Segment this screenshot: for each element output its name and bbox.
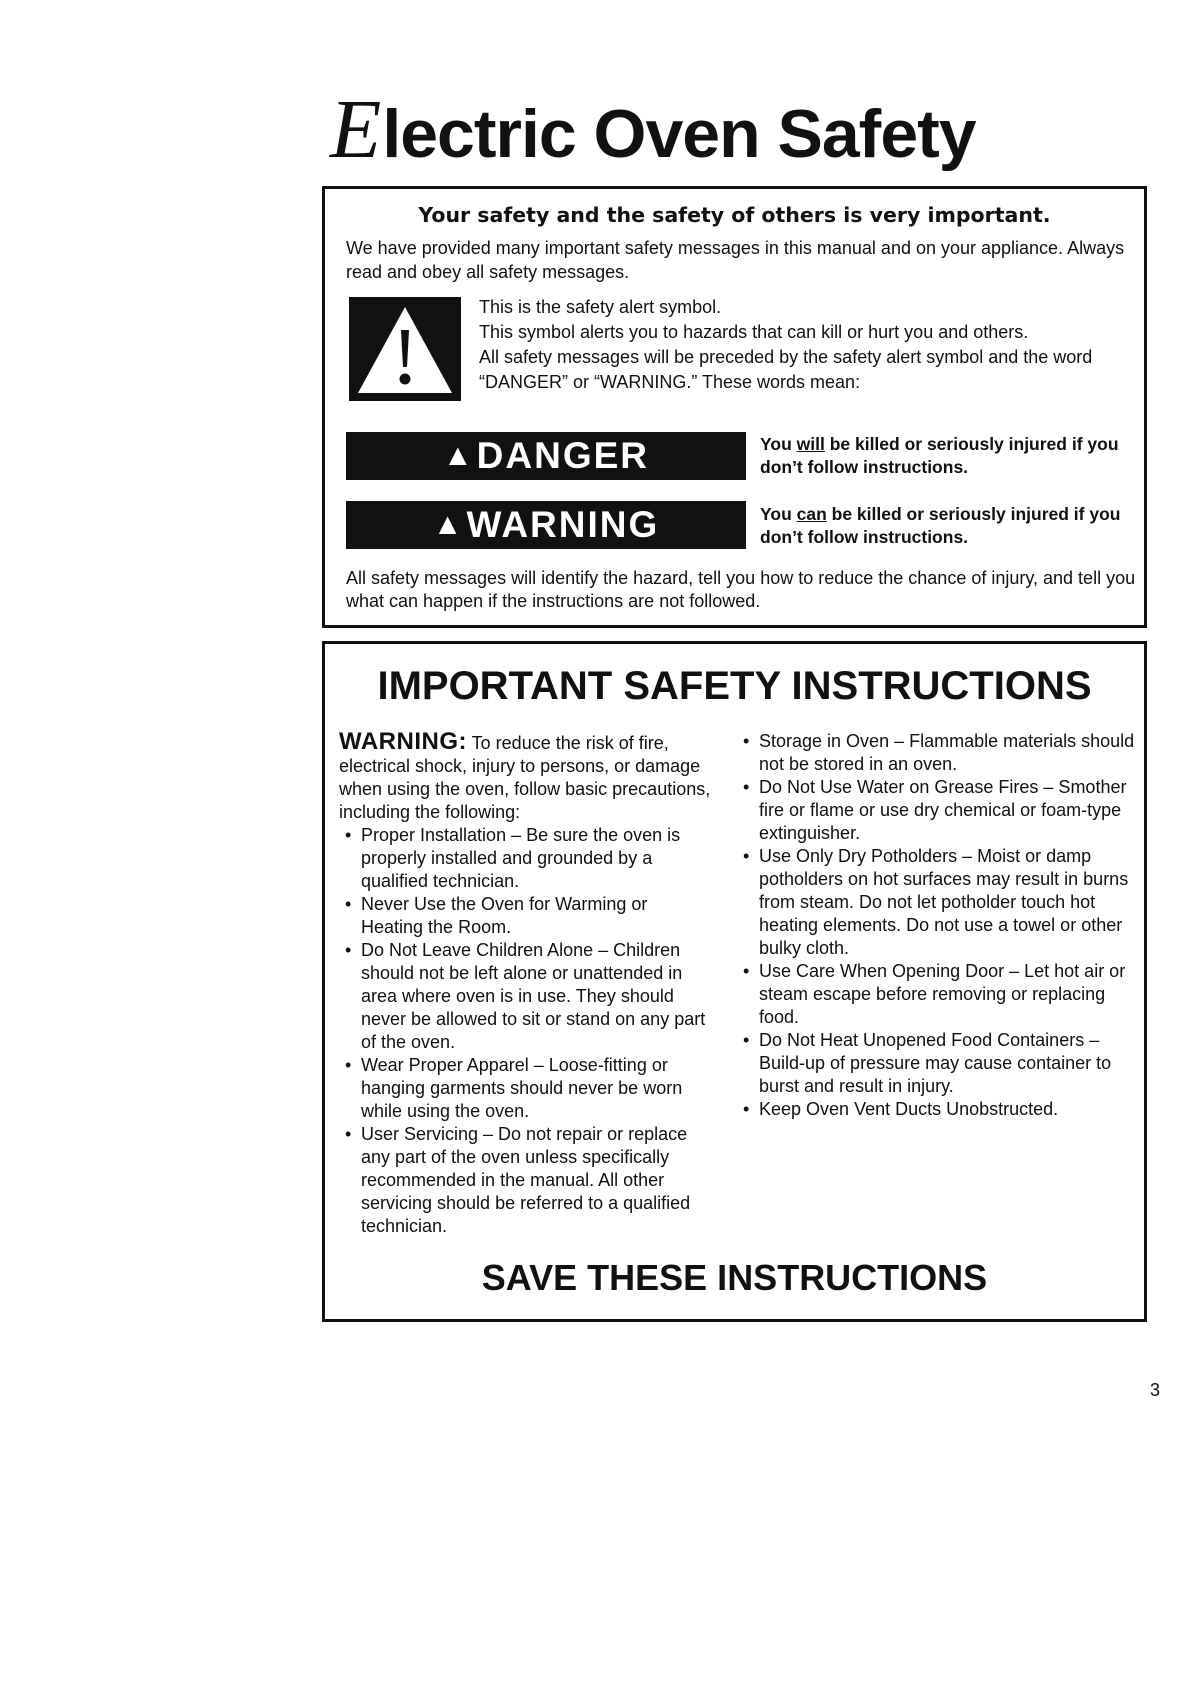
safety-outro: All safety messages will identify the hazard, tell you how to reduce the chance of injury, and tell you what can happen if the instructions are not followed. <box>346 568 1136 611</box>
list-item <box>743 960 1138 1029</box>
right-bullet-list <box>743 730 1138 1121</box>
danger-signal-word <box>346 432 746 480</box>
list-item <box>345 824 711 893</box>
bullet-icon: • <box>345 1124 352 1144</box>
safety-heading: Your safety and the safety of others is very important. <box>418 203 1051 227</box>
list-item <box>345 893 711 939</box>
warning-label: WARNING <box>466 504 660 545</box>
safety-intro: We have provided many important safety messages in this manual and on your appliance. Always read and obey all safety messages. <box>346 238 1125 282</box>
bullet-icon: • <box>345 825 352 845</box>
title-text: lectric Oven Safety <box>382 96 976 172</box>
bullet-icon: • <box>345 894 352 914</box>
warning-signal-word <box>346 501 746 549</box>
warning-text-emphasis: can <box>796 504 827 524</box>
list-item <box>345 1054 711 1123</box>
title-initial: E <box>330 83 381 176</box>
bullet-icon: • <box>743 1030 750 1050</box>
list-item <box>345 1123 711 1238</box>
list-item-text: Storage in Oven – Flammable materials should not be stored in an oven. <box>759 731 1135 774</box>
warning-triangle-icon: ▲ <box>442 439 475 472</box>
instructions-left-column <box>339 730 711 1238</box>
bullet-icon: • <box>743 846 750 866</box>
list-item <box>743 1098 1138 1121</box>
list-item <box>345 939 711 1054</box>
safety-alert-icon <box>349 297 461 401</box>
instructions-footer: SAVE THESE INSTRUCTIONS <box>481 1257 988 1298</box>
warning-text-suffix: be killed or seriously injured if you don’t follow instructions. <box>760 504 1121 547</box>
alert-line: This is the safety alert symbol. <box>479 297 722 317</box>
warning-text-prefix: You <box>760 504 797 524</box>
bullet-icon: • <box>743 731 750 751</box>
warning-paragraph <box>339 730 711 824</box>
bullet-icon: • <box>345 940 352 960</box>
danger-meaning <box>760 433 1140 479</box>
list-item-text: Keep Oven Vent Ducts Unobstructed. <box>759 1099 1059 1119</box>
warning-text: To reduce the risk of fire, electrical shock, injury to persons, or damage when using the oven, follow basic precautions, including the following: <box>339 733 711 822</box>
danger-label: DANGER <box>476 435 650 476</box>
warning-lead: WARNING: <box>339 728 467 755</box>
bullet-icon: • <box>743 1099 750 1119</box>
list-item-text: Do Not Use Water on Grease Fires – Smother fire or flame or use dry chemical or foam-type extinguisher. <box>759 777 1127 843</box>
alert-line: This symbol alerts you to hazards that can kill or hurt you and others. <box>479 322 1029 342</box>
bullet-icon: • <box>345 1055 352 1075</box>
warning-triangle-icon: ▲ <box>432 508 465 541</box>
instructions-heading: IMPORTANT SAFETY INSTRUCTIONS <box>377 664 1092 708</box>
list-item <box>743 776 1138 845</box>
danger-text-prefix: You <box>760 434 797 454</box>
list-item-text: Do Not Leave Children Alone – Children should not be left alone or unattended in area where oven is in use. They should never be allowed to sit or stand on any part of the oven. <box>361 940 706 1052</box>
list-item-text: Wear Proper Apparel – Loose-fitting or hanging garments should never be worn while using the oven. <box>361 1055 683 1121</box>
instructions-right-column <box>743 730 1138 1121</box>
list-item-text: Do Not Heat Unopened Food Containers – Build-up of pressure may cause container to burst and result in injury. <box>759 1030 1112 1096</box>
bullet-icon: • <box>743 961 750 981</box>
left-bullet-list <box>345 824 711 1238</box>
list-item-text: User Servicing – Do not repair or replace any part of the oven unless specifically recommended in the manual. All other servicing should be referred to a qualified technician. <box>361 1124 691 1236</box>
bullet-icon: • <box>743 777 750 797</box>
page-title <box>330 83 976 176</box>
list-item-text: Use Care When Opening Door – Let hot air or steam escape before removing or replacing food. <box>759 961 1126 1027</box>
alert-symbol-description <box>479 295 1139 395</box>
list-item <box>743 730 1138 776</box>
list-item-text: Use Only Dry Potholders – Moist or damp potholders on hot surfaces may result in burns from steam. Do not let potholder touch hot heating elements. Do not use a towel or other bulky cloth. <box>759 846 1129 958</box>
list-item-text: Proper Installation – Be sure the oven is properly installed and grounded by a qualified technician. <box>361 825 681 891</box>
list-item-text: Never Use the Oven for Warming or Heating the Room. <box>361 894 648 937</box>
danger-text-emphasis: will <box>796 434 825 454</box>
list-item <box>743 845 1138 960</box>
danger-text-suffix: be killed or seriously injured if you don’t follow instructions. <box>760 434 1119 477</box>
important-instructions-box <box>322 641 1147 1322</box>
safety-notice-box <box>322 186 1147 628</box>
warning-meaning <box>760 503 1140 549</box>
list-item <box>743 1029 1138 1098</box>
page-number: 3 <box>1150 1380 1161 1400</box>
alert-line: All safety messages will be preceded by the safety alert symbol and the word “DANGER” or “WARNING.” These words mean: <box>479 347 1093 392</box>
